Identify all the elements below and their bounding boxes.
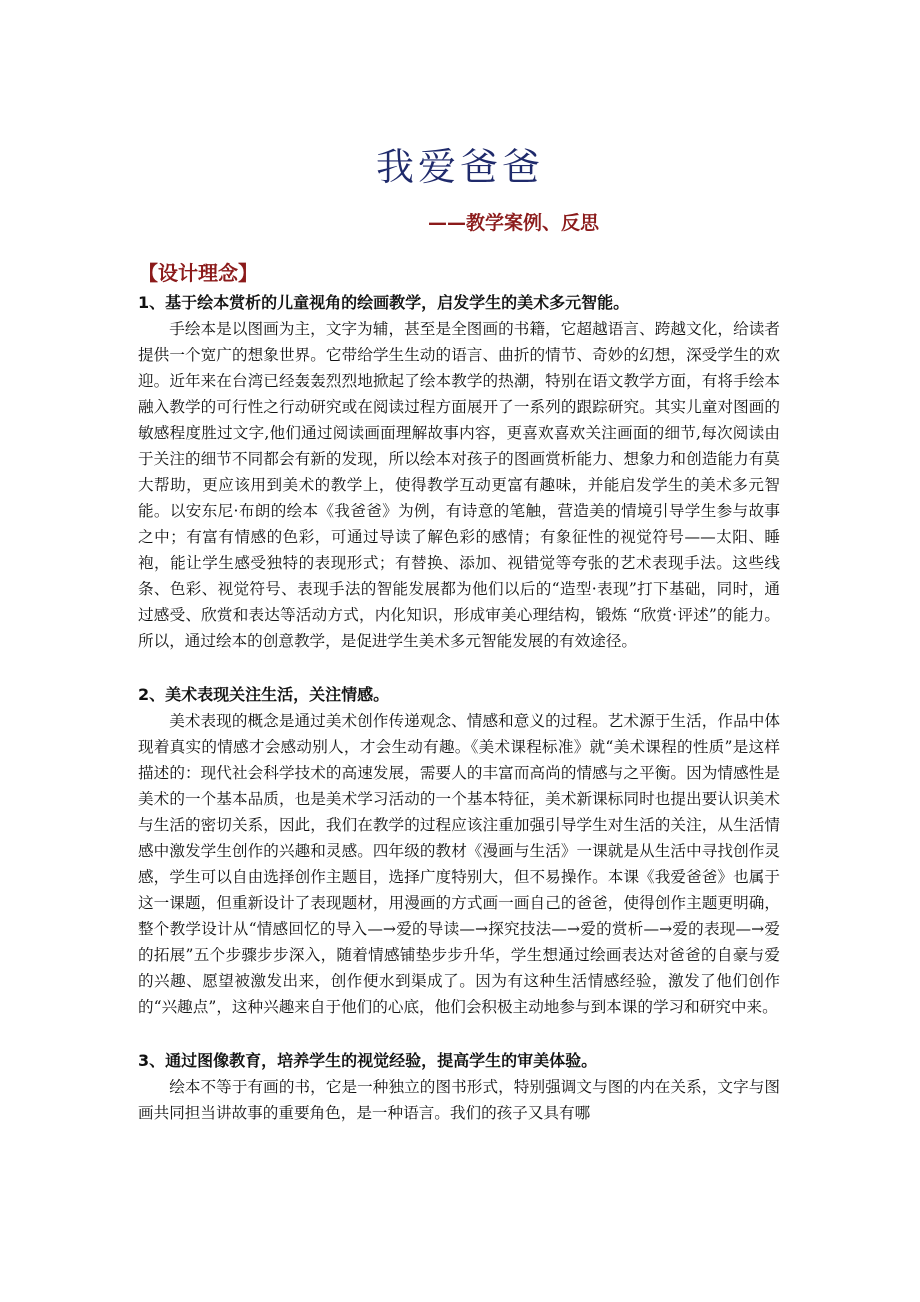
section-1-heading: 1、基于绘本赏析的儿童视角的绘画教学，启发学生的美术多元智能。 (138, 293, 630, 312)
section-2-heading: 2、美术表现关注生活，关注情感。 (138, 685, 390, 704)
paragraph-gap (138, 654, 780, 682)
page-subtitle: ——教学案例、反思 (428, 212, 600, 234)
paragraph-gap (138, 1020, 780, 1048)
page-title: 我爱爸爸 (375, 145, 544, 189)
document-body (138, 290, 780, 1126)
section-1-paragraph: 手绘本是以图画为主，文字为辅，甚至是全图画的书籍，它超越语言、跨越文化，给读者提供一个宽广的想象世界。它带给学生生动的语言、曲折的情节、奇妙的幻想，深受学生的欢迎。近年来在台湾已经轰轰烈烈地掀起了绘本教学的热潮，特别在语文教学方面，有将手绘本融入教学的可行性之行动研究或在阅读过程方面展开了一系列的跟踪研究。其实儿童对图画的敏感程度胜过文字,他们通过阅读画面理解故事内容，更喜欢喜欢关注画面的细节,每次阅读由于关注的细节不同都会有新的发现，所以绘本对孩子的图画赏析能力、想象力和创造能力有莫大帮助，更应该用到美术的教学上，使得教学互动更富有趣味，并能启发学生的美术多元智能。以安东尼·布朗的绘本《我爸爸》为例，有诗意的笔触，营造美的情境引导学生参与故事之中；有富有情感的色彩，可通过导读了解色彩的感情；有象征性的视觉符号——太阳、睡袍，能让学生感受独特的表现形式；有替换、添加、视错觉等夸张的艺术表现手法。这些线条、色彩、视觉符号、表现手法的智能发展都为他们以后的“造型·表现”打下基础，同时，通过感受、欣赏和表达等活动方式，内化知识，形成审美心理结构，锻炼 “欣赏·评述”的能力。所以，通过绘本的创意教学，是促进学生美术多元智能发展的有效途径。 (138, 320, 780, 650)
section-title-design-concept: 【设计理念】 (138, 261, 258, 285)
section-3-heading: 3、通过图像教育，培养学生的视觉经验，提高学生的审美体验。 (138, 1051, 598, 1070)
section-3-paragraph: 绘本不等于有画的书，它是一种独立的图书形式，特别强调文与图的内在关系，文字与图画共同担当讲故事的重要角色，是一种语言。我们的孩子又具有哪 (138, 1078, 780, 1122)
section-2-paragraph: 美术表现的概念是通过美术创作传递观念、情感和意义的过程。艺术源于生活，作品中体现着真实的情感才会感动别人，才会生动有趣。《美术课程标准》就“美术课程的性质”是这样描述的：现代社会科学技术的高速发展，需要人的丰富而高尚的情感与之平衡。因为情感性是美术的一个基本品质，也是美术学习活动的一个基本特征，美术新课标同时也提出要认识美术与生活的密切关系，因此，我们在教学的过程应该注重加强引导学生对生活的关注，从生活情感中激发学生创作的兴趣和灵感。四年级的教材《漫画与生活》一课就是从生活中寻找创作灵感，学生可以自由选择创作主题目，选择广度特别大，但不易操作。本课《我爱爸爸》也属于这一课题，但重新设计了表现题材，用漫画的方式画一画自己的爸爸，使得创作主题更明确，整个教学设计从“情感回忆的导入—→爱的导读—→探究技法—→爱的赏析—→爱的表现—→爱的拓展”五个步骤步步深入，随着情感铺垫步步升华，学生想通过绘画表达对爸爸的自豪与爱的兴趣、愿望被激发出来，创作便水到渠成了。因为有这种生活情感经验，激发了他们创作的“兴趣点”，这种兴趣来自于他们的心底，他们会积极主动地参与到本课的学习和研究中来。 (138, 712, 780, 1016)
